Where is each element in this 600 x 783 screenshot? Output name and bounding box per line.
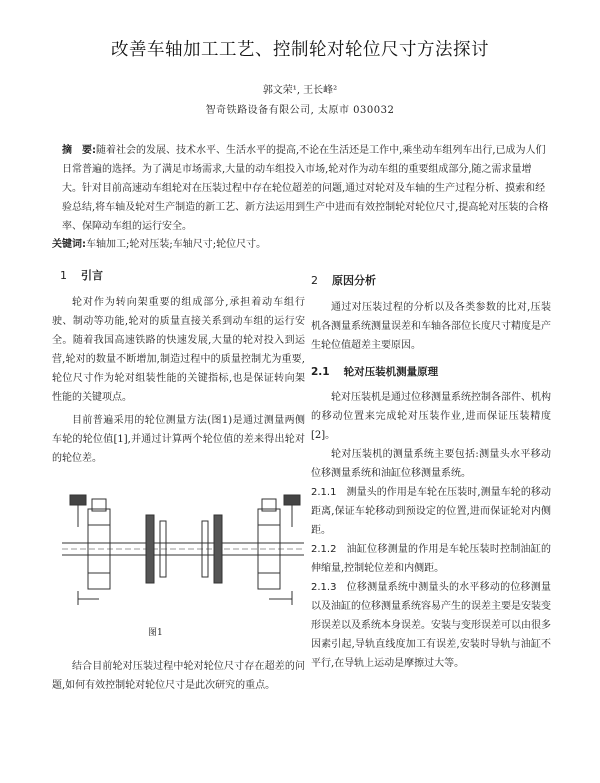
- item-2-1-1-text: 测量头的作用是车轮在压装时,测量车轮的移动距离,保证车轮移动到预设定的位置,进而保证轮对内侧距。: [311, 487, 551, 536]
- subsection-2-1-title: 轮对压装机测量原理: [343, 366, 439, 378]
- abstract-text: 随着社会的发展、技术水平、生活水平的提高,不论在生活还是工作中,乘坐动车组列车出行,已成为人们日常普遍的选择。为了满足市场需求,大量的动车组投入市场,轮对作为动车组的重要组成部分,随之需求量增大。针对目前高速动车组轮对在压装过程中存在轮位超差的问题,通过对轮对及车轴的生产过程分析、摸索和经验总结,将车轴及轮对生产制造的新工艺、新方法运用到生产中进而有效控制轮对轮位尺寸,提高轮对压装的合格率、保障动车组的运行安全。: [62, 145, 549, 232]
- subsection-2-1-number: 2.1: [311, 366, 330, 378]
- item-2-1-1: [311, 483, 551, 540]
- figure-1-caption: 图1: [148, 628, 163, 638]
- section-2-heading: [311, 271, 551, 290]
- keywords-text: 车轴加工;轮对压装;车轴尺寸;轮位尺寸。: [86, 239, 267, 250]
- section-1-number: 1: [60, 269, 67, 282]
- abstract: [62, 141, 550, 236]
- left-column-lower: [52, 657, 305, 695]
- intro-paragraph-1: 轮对作为转向架重要的组成部分,承担着动车组行驶、制动等功能,轮对的质量直接关系到动车组的运行安全。随着我国高速铁路的快速发展,大量的轮对投入到运营,轮对的数量不断增加,制造过程中的质量控制尤为重要,轮位尺寸作为轮对组装性能的关键指标,也是保证转向架性能的关键项点。: [52, 297, 305, 403]
- keywords: [52, 235, 552, 250]
- left-column: [52, 266, 305, 468]
- section-1-title: 引言: [81, 269, 103, 282]
- abstract-label: 摘 要:: [62, 145, 96, 156]
- paper-title: 改善车轴加工工艺、控制轮对轮位尺寸方法探讨: [111, 40, 489, 60]
- affiliation: 智奇铁路设备有限公司, 太原市 030032: [205, 105, 395, 116]
- section-2-number: 2: [311, 274, 318, 287]
- keywords-label: 关键词:: [52, 239, 86, 250]
- section-2-title: 原因分析: [332, 274, 376, 287]
- intro-paragraph-3: 结合目前轮对压装过程中轮对轮位尺寸存在超差的问题,如何有效控制轮对轮位尺寸是此次研究的重点。: [52, 661, 305, 691]
- intro-paragraph-2: 目前普遍采用的轮位测量方法(图1)是通过测量两侧车轮的轮位值[1],并通过计算两个轮位值的差来得出轮对的轮位差。: [52, 415, 305, 464]
- figure-1-wheelset-drawing: [62, 491, 304, 611]
- analysis-paragraph-3: 轮对压装机的测量系统主要包括:测量头水平移动位移测量系统和油缸位移测量系统。: [311, 449, 551, 479]
- item-2-1-2-text: 油缸位移测量的作用是车轮压装时控制油缸的伸缩量,控制轮位差和内侧距。: [311, 544, 551, 574]
- section-1-heading: [60, 266, 305, 285]
- item-2-1-3: [311, 578, 551, 673]
- item-2-1-3-text: 位移测量系统中测量头的水平移动的位移测量以及油缸的位移测量系统容易产生的误差主要是安装变形误差以及系统本身误差。安装与变形误差可以由很多因素引起,导轨直线度加工有误差,安装时导轨与油缸不平行,在导轨上运动是摩擦过大等。: [311, 582, 551, 669]
- right-column: [311, 271, 551, 673]
- item-2-1-3-number: 2.1.3: [311, 582, 337, 593]
- subsection-2-1-heading: [311, 363, 551, 382]
- item-2-1-2: [311, 540, 551, 578]
- item-2-1-2-number: 2.1.2: [311, 544, 337, 555]
- analysis-paragraph-2: 轮对压装机是通过位移测量系统控制各部件、机构的移动位置来完成轮对压装作业,进而保证压装精度[2]。: [311, 392, 551, 441]
- analysis-paragraph-1: 通过对压装过程的分析以及各类参数的比对,压装机各测量系统测量误差和车轴各部位长度尺寸精度是产生轮位值超差主要原因。: [311, 302, 551, 351]
- item-2-1-1-number: 2.1.1: [311, 487, 337, 498]
- authors: 郭文荣¹, 王长峰²: [262, 85, 338, 96]
